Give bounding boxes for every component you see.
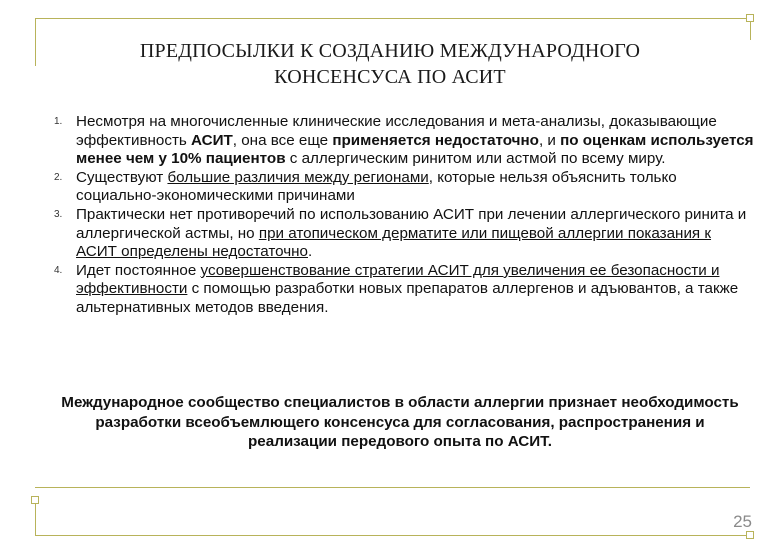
frame-corner-square-bottom-right <box>746 531 754 539</box>
list-item-text: . <box>308 243 313 261</box>
list-item-text: , которые нельзя объяснить только социально-экономическими причинами <box>76 168 677 205</box>
frame-corner-square-bottom-left <box>31 496 39 504</box>
list-item-number: 1. <box>54 116 63 127</box>
list-item-text: Несмотря на многочисленные клинические исследования и мета-анализы, доказывающие эффективность <box>76 113 717 149</box>
list-item-number: 3. <box>54 208 63 220</box>
list-item-text: большие различия между регионами <box>167 168 429 186</box>
frame-line-left-top <box>35 18 36 66</box>
list-item-number: 4. <box>54 264 63 276</box>
list-item-text: с помощью разработки новых препаратов аллергенов и адъювантов, а также альтернативных методов введения. <box>76 280 739 316</box>
list-item <box>20 262 755 318</box>
list-item-text: по оценкам используется менее чем у 10% пациентов <box>76 131 754 168</box>
list-item-text: Идет постоянное <box>76 261 201 279</box>
list-item-text: усовершенствование стратегии АСИТ для увеличения ее безопасности и эффективности <box>76 261 720 298</box>
list-item <box>20 169 755 206</box>
list-item-text: с аллергическим ринитом или астмой по всему миру. <box>285 150 666 168</box>
slide-title-line-1: ПРЕДПОСЫЛКИ К СОЗДАНИЮ МЕЖДУНАРОДНОГО <box>139 40 641 62</box>
frame-corner-square-top-right <box>746 14 754 22</box>
page-number: 25 <box>733 512 752 531</box>
list-item <box>20 206 755 262</box>
list-item-text: при атопическом дерматите или пищевой аллергии показания к АСИТ определены недостаточно <box>76 224 712 261</box>
list-item <box>20 113 755 169</box>
conclusion-text: Международное сообщество специалистов в области аллергии признает необходимость разработки всеобъемлющего консенсуса для согласования, распространения и реализации передового опыта по АСИТ. <box>61 394 739 450</box>
list-item-text: , она все еще <box>232 131 333 149</box>
list-item-number: 2. <box>54 171 63 183</box>
list-item-text: , и <box>538 131 561 149</box>
list-item-text: Практически нет противоречий по использованию АСИТ при лечении аллергического ринита и аллергической астмы, но <box>76 205 747 242</box>
frame-line-foot <box>35 535 750 536</box>
slide-title-line-2: КОНСЕНСУСА ПО АСИТ <box>274 66 506 88</box>
list-item-text: Существуют <box>76 168 168 186</box>
slide-title <box>40 38 740 90</box>
list-item-text: АСИТ <box>191 131 233 149</box>
frame-line-top <box>35 18 750 19</box>
frame-line-left-bottom <box>35 500 36 535</box>
frame-line-bottom <box>35 487 750 488</box>
numbered-list <box>20 113 755 318</box>
list-item-text: применяется недостаточно <box>332 131 539 149</box>
